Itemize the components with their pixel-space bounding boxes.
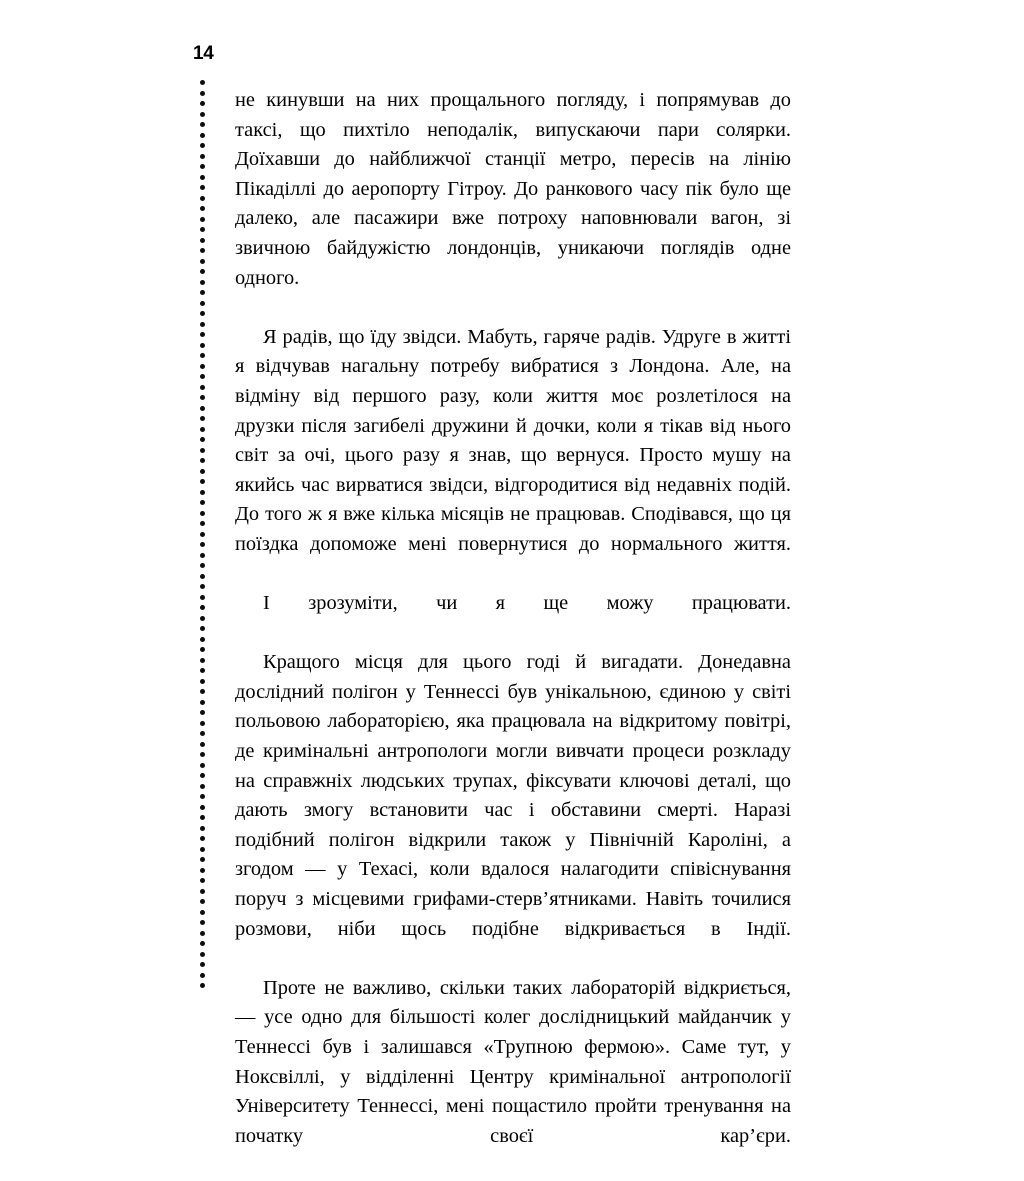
ornament-dot-icon — [200, 700, 205, 705]
ornament-dot-icon — [200, 616, 205, 621]
ornament-dot-icon — [200, 710, 205, 715]
ornament-dot-icon — [200, 668, 205, 673]
ornament-dot-icon — [200, 857, 205, 862]
ornament-dot-icon — [200, 101, 205, 106]
page-number: 14 — [193, 43, 214, 64]
ornament-dot-icon — [200, 826, 205, 831]
ornament-dot-icon — [200, 448, 205, 453]
ornament-dot-icon — [200, 763, 205, 768]
ornament-dot-icon — [200, 553, 205, 558]
ornament-dot-icon — [200, 689, 205, 694]
paragraph: Кращого місця для цього годі й вигадати. Донедавна дослідний полігон у Теннессі був унікальною, єдиною у світі польовою лабораторією, яка працювала на відкритому повітрі, де кримінальні антропологи могли вивчати процеси розкладу на справжніх людських трупах, фіксувати ключові деталі, що дають змогу встановити час і обставини смерті. Наразі подібний полігон відкрили також у Північній Кароліні, а згодом — у Техасі, коли вдалося налагодити співіснування поруч з місцевими грифами-стерв’ятниками. Навіть точилися розмови, ніби щось подібне відкривається в Індії. — [235, 651, 791, 940]
ornament-dot-icon — [200, 784, 205, 789]
ornament-dot-icon — [200, 490, 205, 495]
ornament-dot-icon — [200, 238, 205, 243]
ornament-dot-icon — [200, 542, 205, 547]
ornament-dot-icon — [200, 637, 205, 642]
ornament-dot-icon — [200, 679, 205, 684]
ornament-dot-icon — [200, 962, 205, 967]
dotted-rule-ornament-icon — [200, 80, 206, 986]
ornament-dot-icon — [200, 248, 205, 253]
ornament-dot-icon — [200, 301, 205, 306]
ornament-dot-icon — [200, 332, 205, 337]
ornament-dot-icon — [200, 206, 205, 211]
ornament-dot-icon — [200, 154, 205, 159]
ornament-dot-icon — [200, 878, 205, 883]
ornament-dot-icon — [200, 196, 205, 201]
paragraph: Проте не важливо, скільки таких лабораторій відкриється, — усе одно для більшості колег дослідницький майданчик у Теннессі був і залишався «Трупною фермою». Саме тут, у Ноксвіллі, у відділенні Центру кримінальної антропології Університету Теннессі, мені пощастило пройти тренування на початку своєї кар’єри. — [235, 976, 791, 1147]
ornament-dot-icon — [200, 385, 205, 390]
ornament-dot-icon — [200, 626, 205, 631]
ornament-dot-icon — [200, 836, 205, 841]
ornament-dot-icon — [200, 983, 205, 988]
ornament-dot-icon — [200, 815, 205, 820]
ornament-dot-icon — [200, 658, 205, 663]
ornament-dot-icon — [200, 185, 205, 190]
ornament-dot-icon — [200, 311, 205, 316]
ornament-dot-icon — [200, 80, 205, 85]
paragraph: Я радів, що їду звідси. Мабуть, гаряче радів. Удруге в житті я відчував нагальну потребу вибратися з Лондона. Але, на відміну від першого разу, коли життя моє розлетілося на друзки після загибелі дружини й дочки, коли я тікав від нього світ за очі, цього разу я знав, що вернуся. Просто мушу на якийсь час вирватися звідси, відгородитися від недавніх подій. До того ж я вже кілька місяців не працював. Сподівався, що ця поїздка допоможе мені повернутися до нормального життя. — [235, 325, 791, 555]
body-text-column — [235, 86, 791, 1181]
ornament-dot-icon — [200, 773, 205, 778]
ornament-dot-icon — [200, 532, 205, 537]
ornament-dot-icon — [200, 227, 205, 232]
ornament-dot-icon — [200, 931, 205, 936]
ornament-dot-icon — [200, 269, 205, 274]
ornament-dot-icon — [200, 122, 205, 127]
ornament-dot-icon — [200, 364, 205, 369]
ornament-dot-icon — [200, 500, 205, 505]
ornament-dot-icon — [200, 374, 205, 379]
ornament-dot-icon — [200, 721, 205, 726]
ornament-dot-icon — [200, 973, 205, 978]
ornament-dot-icon — [200, 91, 205, 96]
ornament-dot-icon — [200, 395, 205, 400]
ornament-dot-icon — [200, 952, 205, 957]
ornament-dot-icon — [200, 427, 205, 432]
ornament-dot-icon — [200, 416, 205, 421]
paragraph: І зрозуміти, чи я ще можу працювати. — [263, 592, 791, 615]
ornament-dot-icon — [200, 847, 205, 852]
ornament-dot-icon — [200, 353, 205, 358]
ornament-dot-icon — [200, 805, 205, 810]
paragraph: не кинувши на них прощального погляду, і попрямував до таксі, що пихтіло неподалік, випускаючи пари солярки. Доїхавши до найближчої станції метро, пересів на лінію Пікаділлі до аеропорту Гітроу. До ранкового часу пік було ще далеко, але пасажири вже потроху наповнювали вагон, зі звичною байдужістю лондонців, уникаючи поглядів одне одного. — [235, 89, 791, 289]
ornament-dot-icon — [200, 143, 205, 148]
ornament-dot-icon — [200, 731, 205, 736]
ornament-dot-icon — [200, 868, 205, 873]
ornament-dot-icon — [200, 479, 205, 484]
ornament-dot-icon — [200, 290, 205, 295]
ornament-dot-icon — [200, 164, 205, 169]
ornament-dot-icon — [200, 175, 205, 180]
ornament-dot-icon — [200, 322, 205, 327]
ornament-dot-icon — [200, 112, 205, 117]
ornament-dot-icon — [200, 259, 205, 264]
ornament-dot-icon — [200, 794, 205, 799]
ornament-dot-icon — [200, 595, 205, 600]
ornament-dot-icon — [200, 406, 205, 411]
ornament-dot-icon — [200, 343, 205, 348]
ornament-dot-icon — [200, 584, 205, 589]
ornament-dot-icon — [200, 920, 205, 925]
ornament-dot-icon — [200, 605, 205, 610]
ornament-dot-icon — [200, 563, 205, 568]
ornament-dot-icon — [200, 910, 205, 915]
ornament-dot-icon — [200, 521, 205, 526]
ornament-dot-icon — [200, 511, 205, 516]
ornament-dot-icon — [200, 458, 205, 463]
ornament-dot-icon — [200, 742, 205, 747]
ornament-dot-icon — [200, 752, 205, 757]
ornament-dot-icon — [200, 574, 205, 579]
ornament-dot-icon — [200, 133, 205, 138]
ornament-dot-icon — [200, 437, 205, 442]
ornament-dot-icon — [200, 899, 205, 904]
ornament-dot-icon — [200, 280, 205, 285]
ornament-dot-icon — [200, 647, 205, 652]
ornament-dot-icon — [200, 941, 205, 946]
ornament-dot-icon — [200, 469, 205, 474]
ornament-dot-icon — [200, 217, 205, 222]
ornament-dot-icon — [200, 889, 205, 894]
